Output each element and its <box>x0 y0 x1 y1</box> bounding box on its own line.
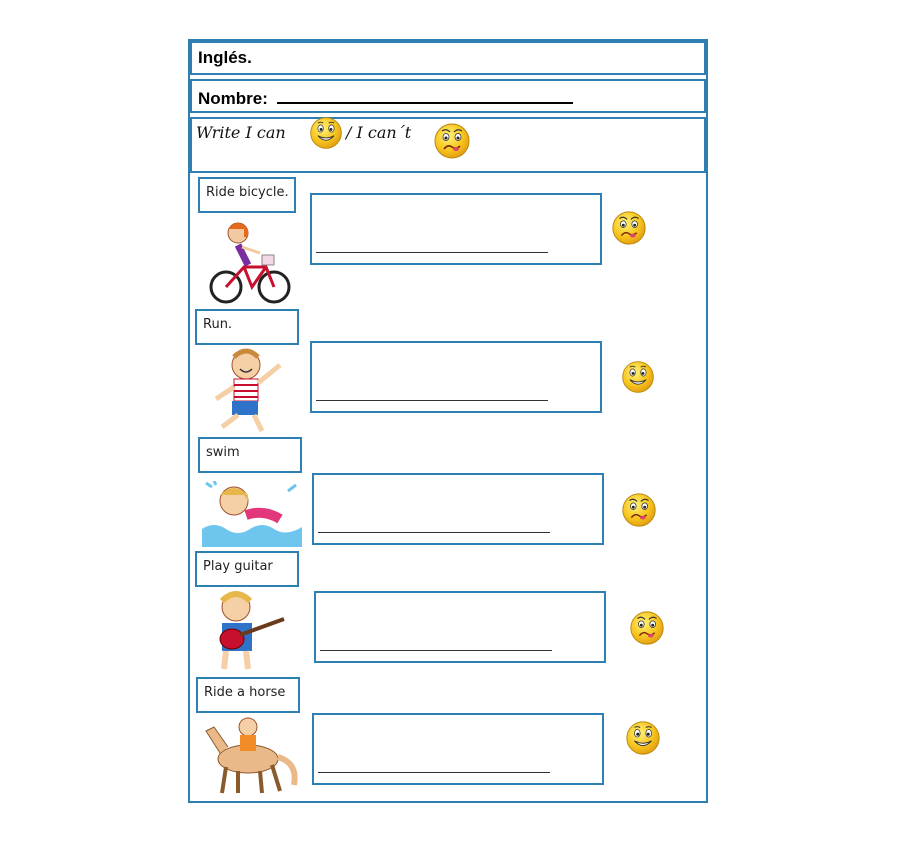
happy-face-icon <box>308 115 344 151</box>
instruction-write-text: Write I can <box>196 123 286 142</box>
happy-face-icon <box>624 719 662 757</box>
answer-line <box>316 400 548 401</box>
activity-label-ride-bicycle: Ride bicycle. <box>198 177 296 213</box>
sad-face-icon <box>620 491 658 529</box>
activity-label-swim: swim <box>198 437 302 473</box>
horse-picture <box>198 713 302 797</box>
subject-label: Inglés. <box>198 48 252 67</box>
answer-box-play-guitar[interactable] <box>314 591 606 663</box>
running-picture <box>204 347 294 435</box>
swimming-picture <box>202 481 302 547</box>
happy-face-icon <box>620 359 656 395</box>
sad-face-icon <box>432 121 472 161</box>
activity-label-ride-a-horse: Ride a horse <box>196 677 300 713</box>
answer-line <box>318 772 550 773</box>
instruction-slash-text: / I can´t <box>346 123 412 142</box>
answer-box-swim[interactable] <box>312 473 604 545</box>
name-header <box>190 79 706 113</box>
name-label: Nombre: <box>198 89 268 108</box>
answer-box-ride-bicycle[interactable] <box>310 193 602 265</box>
worksheet-page <box>188 39 708 803</box>
bicycle-picture <box>208 215 292 305</box>
subject-header <box>190 41 706 75</box>
answer-line <box>318 532 550 533</box>
answer-line <box>320 650 552 651</box>
activity-label-play-guitar: Play guitar <box>195 551 299 587</box>
name-underline[interactable] <box>277 86 573 104</box>
answer-box-run[interactable] <box>310 341 602 413</box>
answer-line <box>316 252 548 253</box>
answer-box-ride-a-horse[interactable] <box>312 713 604 785</box>
sad-face-icon <box>628 609 666 647</box>
guitar-picture <box>208 589 288 675</box>
instruction-box <box>190 117 706 173</box>
sad-face-icon <box>610 209 648 247</box>
activity-label-run: Run. <box>195 309 299 345</box>
